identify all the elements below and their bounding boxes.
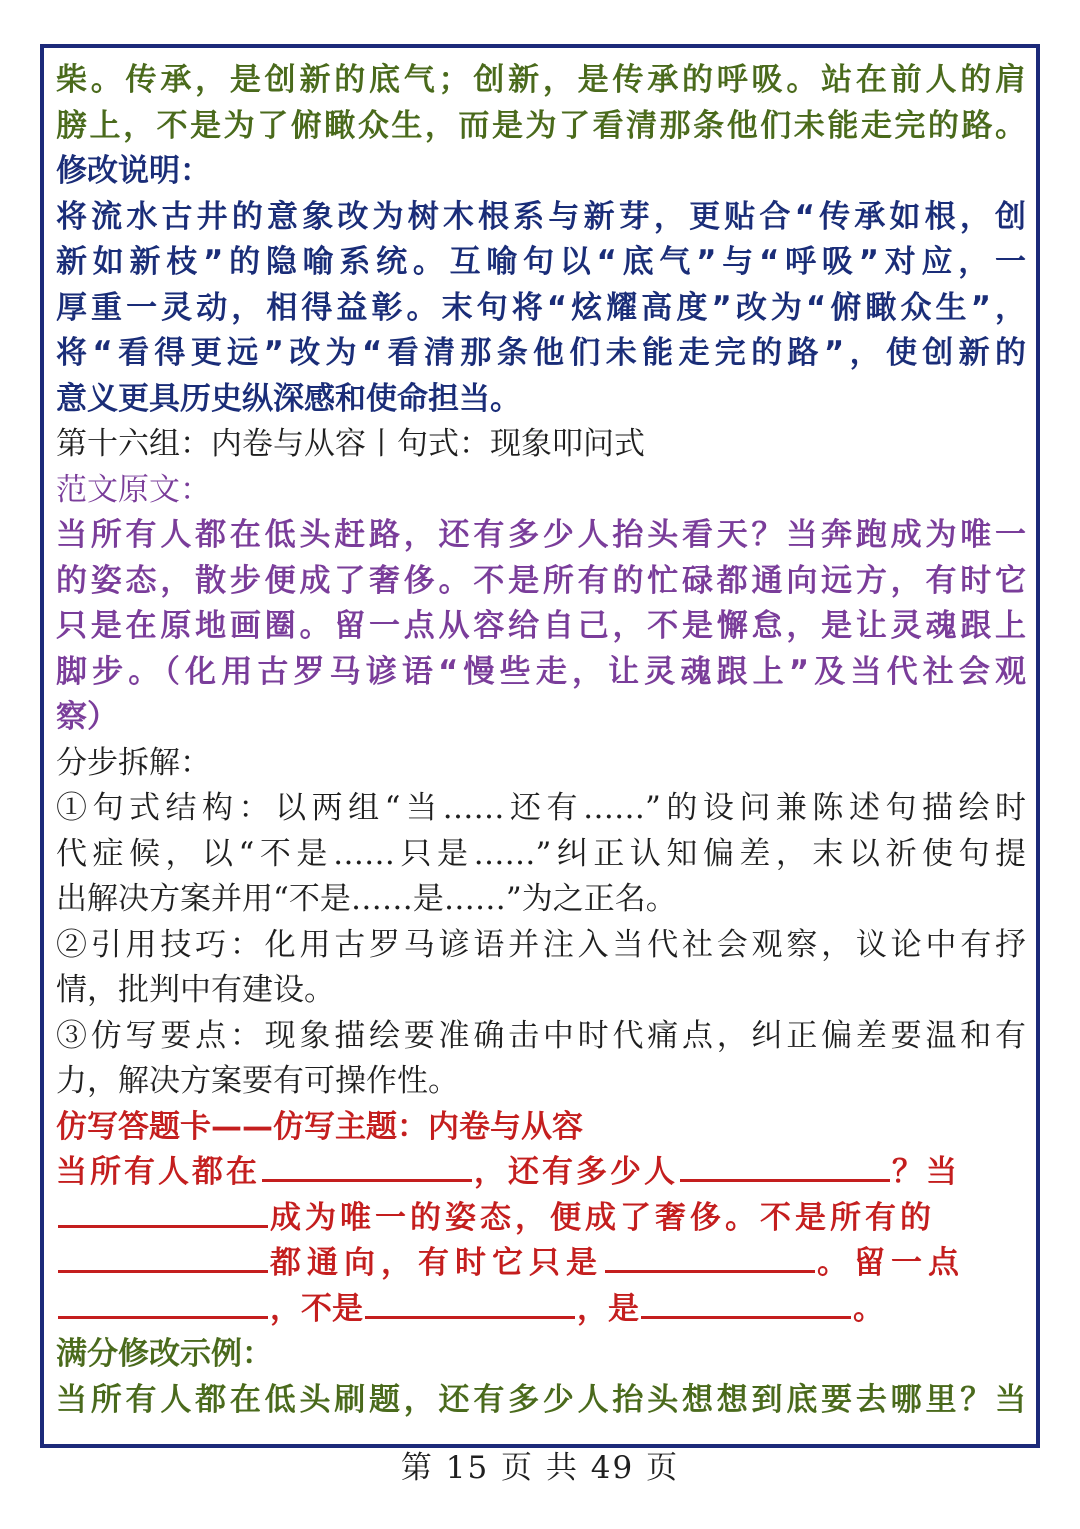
text-line: 柴。传承，是创新的底气；创新，是传承的呼吸。站在前人的肩 xyxy=(56,62,1026,98)
page-frame xyxy=(40,44,1040,1448)
card-heading: 仿写答题卡——仿写主题：内卷与从容 xyxy=(56,1108,583,1145)
card-text: ，不是 xyxy=(270,1290,363,1327)
revision-line: 新如新枝”的隐喻系统。互喻句以“底气”与“呼吸”对应，一 xyxy=(56,244,1026,280)
revision-line: 厚重一灵动，相得益彰。末句将“炫耀高度”改为“俯瞰众生”， xyxy=(56,289,1026,326)
card-text: ，是 xyxy=(577,1290,639,1327)
card-line xyxy=(56,1196,1026,1242)
card-line xyxy=(56,1241,1026,1287)
model-line: 只是在原地画圈。留一点从容给自己，不是懈怠，是让灵魂跟上 xyxy=(56,608,1026,644)
model-heading: 范文原文： xyxy=(56,471,211,508)
analysis-line: ②引用技巧：化用古罗马谚语并注入当代社会观察，议论中有抒 xyxy=(56,926,1026,963)
card-text: 都通向，有时它只是 xyxy=(270,1245,603,1281)
card-text: 当所有人都在 xyxy=(56,1154,260,1190)
revision-line: 将“看得更远”改为“看清那条他们未能走完的路”，使创新的 xyxy=(56,335,1026,371)
page-number: 第 15 页 共 49 页 xyxy=(400,1450,680,1486)
answer-blank[interactable] xyxy=(58,1197,268,1228)
analysis-line: ①句式结构：以两组“当……还有……”的设问兼陈述句描绘时 xyxy=(56,790,1026,826)
text-line: 膀上，不是为了俯瞰众生，而是为了看清那条他们未能走完的路。 xyxy=(56,107,1026,144)
group-title: 第十六组：内卷与从容丨句式：现象叩问式 xyxy=(56,426,645,462)
analysis-heading: 分步拆解： xyxy=(56,744,211,781)
analysis-line: 情，批判中有建设。 xyxy=(56,972,335,1008)
example-line: 当所有人都在低头刷题，还有多少人抬头想想到底要去哪里？当 xyxy=(56,1381,1026,1418)
revision-line: 意义更具历史纵深感和使命担当。 xyxy=(56,380,521,417)
answer-blank[interactable] xyxy=(58,1288,268,1319)
card-text: ，还有多少人 xyxy=(474,1154,678,1190)
model-line: 当所有人都在低头赶路，还有多少人抬头看天？当奔跑成为唯一 xyxy=(56,517,1026,553)
card-text: ？当 xyxy=(892,1154,960,1190)
card-line xyxy=(56,1287,1026,1333)
card-line xyxy=(56,1150,1026,1196)
model-line: 脚步。（化用古罗马谚语“慢些走，让灵魂跟上”及当代社会观 xyxy=(56,653,1026,690)
model-line: 察） xyxy=(56,699,118,735)
revision-heading: 修改说明： xyxy=(56,153,211,189)
answer-blank[interactable] xyxy=(641,1288,851,1319)
answer-blank[interactable] xyxy=(58,1242,268,1273)
answer-blank[interactable] xyxy=(365,1288,575,1319)
revision-line: 将流水古井的意象改为树木根系与新芽，更贴合“传承如根，创 xyxy=(56,198,1026,235)
page-content xyxy=(56,58,1026,1423)
analysis-line: 代症候，以“不是……只是……”纠正认知偏差，末以祈使句提 xyxy=(56,835,1026,872)
card-text: 。 xyxy=(853,1290,884,1327)
analysis-line: 出解决方案并用“不是……是……”为之正名。 xyxy=(56,881,677,917)
model-line: 的姿态，散步便成了奢侈。不是所有的忙碌都通向远方，有时它 xyxy=(56,562,1026,599)
card-text: 。留一点 xyxy=(817,1245,965,1281)
answer-blank[interactable] xyxy=(262,1151,472,1182)
card-text: 成为唯一的姿态，便成了奢侈。不是所有的 xyxy=(270,1199,935,1236)
answer-blank[interactable] xyxy=(605,1242,815,1273)
analysis-line: ③仿写要点：现象描绘要准确击中时代痛点，纠正偏差要温和有 xyxy=(56,1017,1026,1054)
analysis-line: 力，解决方案要有可操作性。 xyxy=(56,1063,459,1099)
example-heading: 满分修改示例： xyxy=(56,1336,273,1372)
answer-blank[interactable] xyxy=(680,1151,890,1182)
